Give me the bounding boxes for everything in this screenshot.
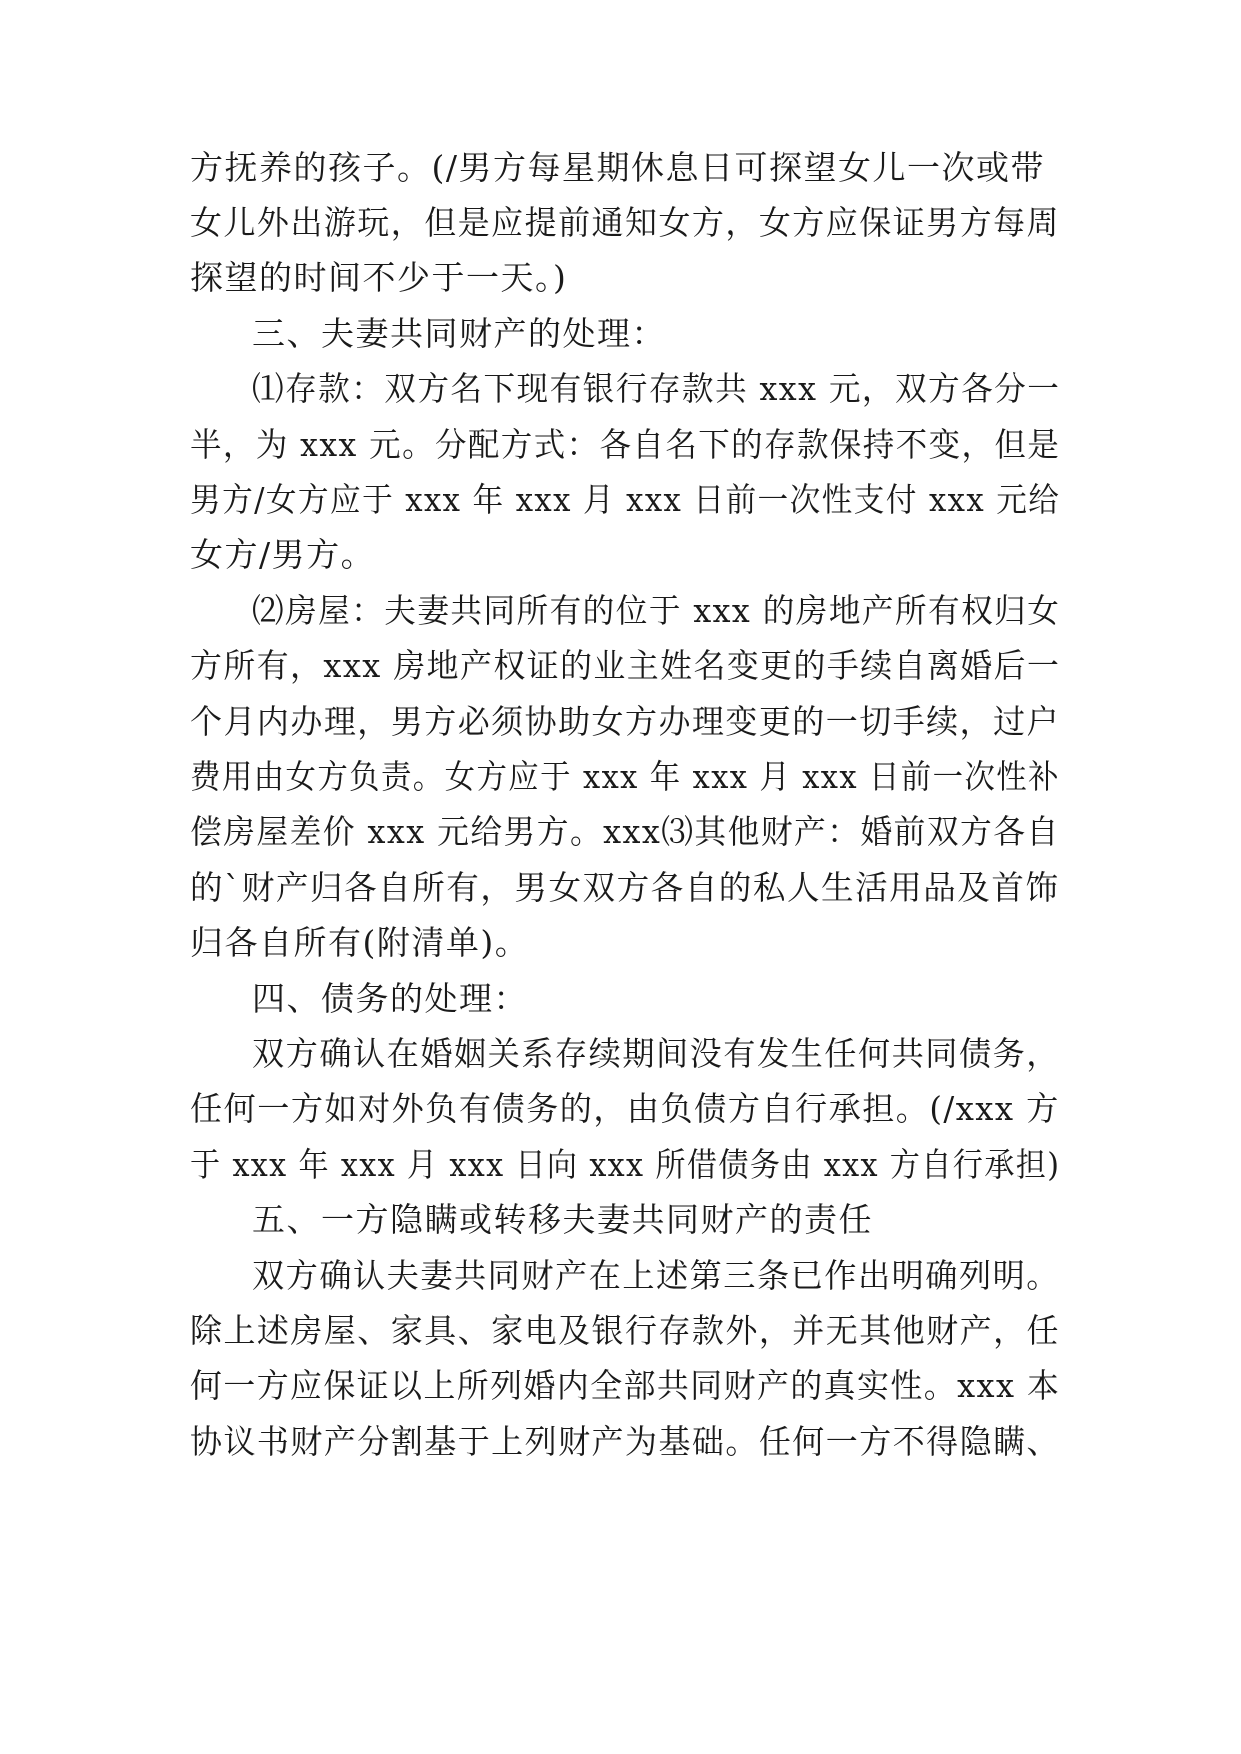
text-line: ⑴存款：双方名下现有银行存款共 xxx 元，双方各分一 <box>252 369 1061 408</box>
text-line: 个月内办理，男方必须协助女方办理变更的一切手续，过户 <box>190 702 1061 741</box>
text-line: 探望的时间不少于一天。) <box>190 258 568 297</box>
text-line: 女儿外出游玩，但是应提前通知女方，女方应保证男方每周 <box>190 203 1061 242</box>
text-line: 归各自所有(附清单)。 <box>190 923 530 962</box>
text-line: 双方确认夫妻共同财产在上述第三条已作出明确列明。 <box>252 1256 1060 1295</box>
text-line: 女方/男方。 <box>190 535 376 574</box>
text-line: 双方确认在婚姻关系存续期间没有发生任何共同债务， <box>252 1034 1060 1073</box>
text-line: 方所有，xxx 房地产权证的业主姓名变更的手续自离婚后一 <box>190 646 1061 685</box>
section-heading: 四、债务的处理： <box>252 979 528 1018</box>
text-line: 男方/女方应于 xxx 年 xxx 月 xxx 日前一次性支付 xxx 元给 <box>190 480 1061 519</box>
text-line: 任何一方如对外负有债务的，由负债方自行承担。(/xxx 方 <box>190 1089 1060 1128</box>
text-line: 费用由女方负责。女方应于 xxx 年 xxx 月 xxx 日前一次性补 <box>190 757 1060 796</box>
text-line: 于 xxx 年 xxx 月 xxx 日向 xxx 所借债务由 xxx 方自行承担) <box>190 1145 1061 1184</box>
text-line: 除上述房屋、家具、家电及银行存款外，并无其他财产，任 <box>190 1311 1061 1350</box>
section-heading: 三、夫妻共同财产的处理： <box>252 314 666 353</box>
text-line: 何一方应保证以上所列婚内全部共同财产的真实性。xxx 本 <box>190 1366 1061 1405</box>
text-line: ⑵房屋：夫妻共同所有的位于 xxx 的房地产所有权归女 <box>252 591 1061 630</box>
text-line: 协议书财产分割基于上列财产为基础。任何一方不得隐瞒、 <box>190 1422 1061 1461</box>
text-line: 方抚养的孩子。(/男方每星期休息日可探望女儿一次或带 <box>190 148 1045 187</box>
text-line: 偿房屋差价 xxx 元给男方。xxx⑶其他财产：婚前双方各自 <box>190 812 1060 851</box>
text-line: 半，为 xxx 元。分配方式：各自名下的存款保持不变，但是 <box>190 425 1061 464</box>
text-line: 的`财产归各自所有，男女双方各自的私人生活用品及首饰 <box>190 868 1060 907</box>
section-heading: 五、一方隐瞒或转移夫妻共同财产的责任 <box>252 1200 873 1239</box>
